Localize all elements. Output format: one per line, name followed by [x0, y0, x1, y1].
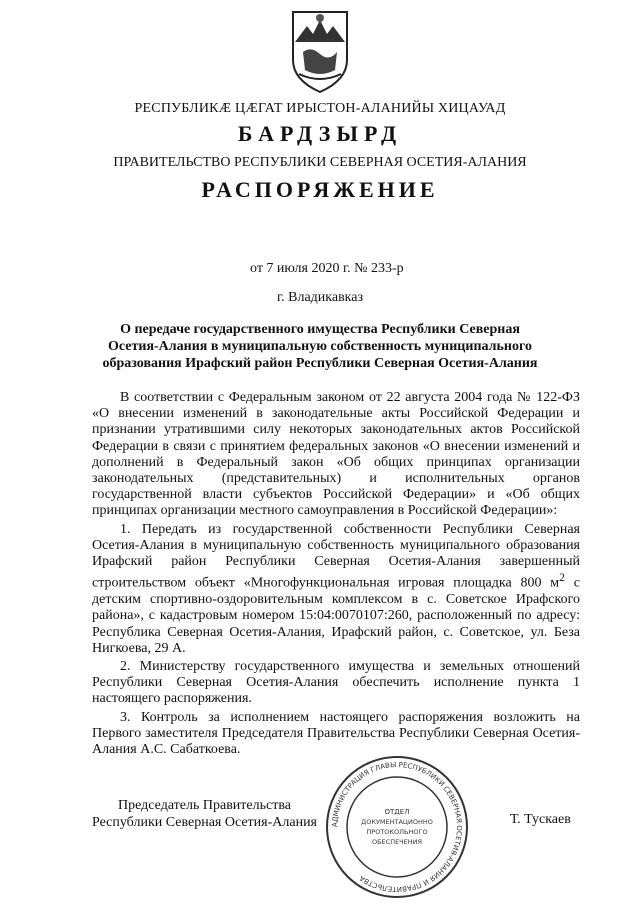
signatory-position [92, 797, 317, 831]
signatory-name: Т. Тускаев [510, 812, 571, 827]
seal-center-line4: ОБЕСПЕЧЕНИЯ [371, 838, 423, 846]
seal-ring-text: АДМИНИСТРАЦИЯ ГЛАВЫ РЕСПУБЛИКИ СЕВЕРНАЯ ОСЕТИЯ-АЛАНИЯ И ПРАВИТЕЛЬСТВА [330, 760, 464, 894]
item-1-paragraph [92, 522, 580, 657]
coat-of-arms-emblem [289, 8, 351, 94]
seal-center-line3: ПРОТОКОЛЬНОГО [366, 828, 428, 836]
seal-center-line1: ОТДЕЛ [384, 808, 410, 816]
signatory-position-line1: Председатель Правительства [118, 798, 291, 813]
item-1-superscript: 2 [559, 571, 565, 585]
header-republic-ossetian: РЕСПУБЛИКӔ ЦӔГАТ ИРЫСТОН-АЛАНИЙЫ ХИЦАУАД [134, 101, 506, 116]
header-bardzyrd: БАРДЗЫРД [237, 121, 403, 146]
item-3-paragraph: 3. Контроль за исполнением настоящего распоряжения возложить на Первого заместителя Председателя Правительства Республики Северная Осетия-Алания А.С. Сабаткоева. [92, 709, 580, 757]
header-rasporyazhenie: РАСПОРЯЖЕНИЕ [201, 177, 439, 202]
item-1-text-b: с детским спортивно-оздоровительным комплексом в с. Советское Ирафского района», с кадастровым номером 15:04:0070107:260, расположенный по адресу: Республика Северная Осетия-Алания, Ирафский район, с. Советское, ул. Беза Нигкоева, 29 А. [92, 575, 580, 656]
seal-center-line2: ДОКУМЕНТАЦИОННО [361, 818, 433, 826]
item-2-paragraph: 2. Министерству государственного имущества и земельных отношений Республики Северная Осетия-Алания обеспечить исполнение пункта 1 настоящего распоряжения. [92, 658, 580, 707]
svg-text:АДМИНИСТРАЦИЯ ГЛАВЫ РЕСПУБЛИКИ [331, 761, 463, 893]
document-city: г. Владикавказ [276, 290, 364, 305]
document-body [92, 390, 580, 760]
document-date-number: от 7 июля 2020 г. № 233-р [250, 261, 404, 276]
official-seal-stamp [322, 752, 472, 902]
signatory-position-line2: Республики Северная Осетия-Алания [92, 815, 317, 830]
document-title: О передаче государственного имущества Республики Северная Осетия-Алания в муниципальную собственность муниципального образования Ирафский район Республики Северная Осетия-Алания [102, 322, 538, 371]
item-1-text-a: 1. Передать из государственной собственности Республики Северная Осетия-Алания в муниципальную собственность муниципального образования Ирафский район Республики Северная Осетия-Алания завершенный строительством объект «Многофункциональная игровая площадка 800 м [92, 521, 580, 591]
preamble-paragraph: В соответствии с Федеральным законом от 22 августа 2004 года № 122-ФЗ «О внесении изменений в законодательные акты Российской Федерации и признании утратившими силу некоторых законодательных актов Российской Федерации в связи с принятием федеральных законов «О внесении изменений и дополнений в Федеральный закон «Об общих принципах организации законодательных (представительных) и исполнительных органов государственной власти субъектов Российской Федерации» и «Об общих принципах организации местного самоуправления в Российской Федерации»: [92, 390, 580, 519]
header-government: ПРАВИТЕЛЬСТВО РЕСПУБЛИКИ СЕВЕРНАЯ ОСЕТИЯ-АЛАНИЯ [113, 155, 527, 170]
